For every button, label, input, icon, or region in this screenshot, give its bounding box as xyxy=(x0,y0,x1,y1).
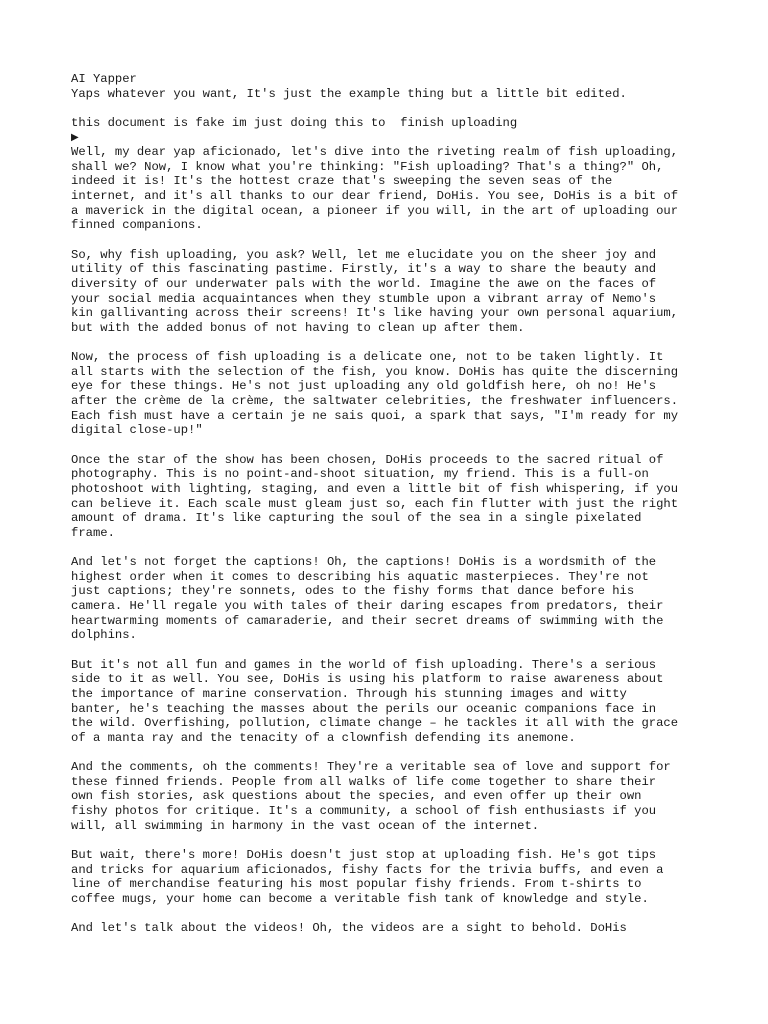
paragraph-line: Once the star of the show has been chosen, DoHis proceeds to the sacred ritual of xyxy=(71,452,664,467)
paragraph-line: photoshoot with lighting, staging, and even a little bit of fish whispering, if you xyxy=(71,481,679,496)
paragraph-line: camera. He'll regale you with tales of their daring escapes from predators, their xyxy=(71,599,664,614)
paragraph-line: photography. This is no point-and-shoot situation, my friend. This is a full-on xyxy=(71,467,649,482)
document-subtitle: Yaps whatever you want, It's just the example thing but a little bit edited. xyxy=(71,86,627,101)
paragraph-line: finned companions. xyxy=(71,218,203,233)
body-paragraph xyxy=(71,555,731,643)
paragraph-line: the wild. Overfishing, pollution, climate change – he tackles it all with the grace xyxy=(71,716,679,731)
paragraph-line: these finned friends. People from all walks of life come together to share their xyxy=(71,774,657,789)
paragraph-line: amount of drama. It's like capturing the soul of the sea in a single pixelated xyxy=(71,511,642,526)
body-paragraph xyxy=(71,760,731,833)
paragraph-line: line of merchandise featuring his most popular fishy friends. From t-shirts to xyxy=(71,877,642,892)
body-paragraph xyxy=(71,145,731,233)
document-page xyxy=(71,72,731,936)
paragraph-line: Now, the process of fish uploading is a delicate one, not to be taken lightly. It xyxy=(71,350,664,365)
paragraph-line: shall we? Now, I know what you're thinking: "Fish uploading? That's a thing?" Oh, xyxy=(71,159,664,174)
body-paragraph xyxy=(71,453,731,541)
paragraph-line: can believe it. Each scale must gleam just so, each fin flutter with just the right xyxy=(71,496,679,511)
paragraph-line: eye for these things. He's not just uploading any old goldfish here, oh no! He's xyxy=(71,379,657,394)
paragraph-line: internet, and it's all thanks to our dear friend, DoHis. You see, DoHis is a bit of xyxy=(71,189,679,204)
paragraph-line: Each fish must have a certain je ne sais quoi, a spark that says, "I'm ready for my xyxy=(71,408,679,423)
paragraph-line: So, why fish uploading, you ask? Well, let me elucidate you on the sheer joy and xyxy=(71,247,657,262)
body-paragraph xyxy=(71,658,731,746)
document-note: this document is fake im just doing this to finish uploading xyxy=(71,115,518,130)
paragraph-line: digital close-up!" xyxy=(71,423,203,438)
body-paragraph xyxy=(71,848,731,907)
paragraph-line: And let's not forget the captions! Oh, the captions! DoHis is a wordsmith of the xyxy=(71,555,657,570)
paragraph-line: coffee mugs, your home can become a veritable fish tank of knowledge and style. xyxy=(71,891,649,906)
document-title: AI Yapper xyxy=(71,72,137,86)
paragraph-line: but with the added bonus of not having to clean up after them. xyxy=(71,320,525,335)
paragraph-line: heartwarming moments of camaraderie, and their secret dreams of swimming with the xyxy=(71,613,664,628)
body-paragraph xyxy=(71,921,731,936)
paragraph-line: kin gallivanting across their screens! It's like having your own personal aquarium, xyxy=(71,306,679,321)
paragraph-line: dolphins. xyxy=(71,628,137,643)
paragraph-line: fishy photos for critique. It's a community, a school of fish enthusiasts if you xyxy=(71,804,657,819)
body-paragraph xyxy=(71,350,731,438)
paragraph-line: indeed it is! It's the hottest craze that's sweeping the seven seas of the xyxy=(71,174,613,189)
body-paragraph xyxy=(71,248,731,336)
paragraph-line: just captions; they're sonnets, odes to the fishy forms that dance before his xyxy=(71,584,635,599)
paragraph-line: diversity of our underwater pals with the world. Imagine the awe on the faces of xyxy=(71,276,657,291)
paragraph-line: Well, my dear yap aficionado, let's dive into the riveting realm of fish uploading, xyxy=(71,145,679,160)
paragraph-line: But it's not all fun and games in the world of fish uploading. There's a serious xyxy=(71,657,657,672)
paragraph-line: your social media acquaintances when they stumble upon a vibrant array of Nemo's xyxy=(71,291,657,306)
expand-triangle-icon[interactable]: ▶ xyxy=(71,131,79,143)
paragraph-line: will, all swimming in harmony in the vast ocean of the internet. xyxy=(71,818,540,833)
paragraph-line: own fish stories, ask questions about the species, and even offer up their own xyxy=(71,789,642,804)
spacer xyxy=(71,101,731,116)
paragraph-line: and tricks for aquarium aficionados, fishy facts for the trivia buffs, and even a xyxy=(71,862,664,877)
paragraph-line: all starts with the selection of the fish, you know. DoHis has quite the discerning xyxy=(71,364,679,379)
paragraph-line: of a manta ray and the tenacity of a clownfish defending its anemone. xyxy=(71,730,576,745)
paragraph-line: after the crème de la crème, the saltwater celebrities, the freshwater influencers. xyxy=(71,394,679,409)
paragraph-line: the importance of marine conservation. Through his stunning images and witty xyxy=(71,686,627,701)
paragraph-line: utility of this fascinating pastime. Firstly, it's a way to share the beauty and xyxy=(71,262,657,277)
paragraph-line: And let's talk about the videos! Oh, the videos are a sight to behold. DoHis xyxy=(71,921,627,936)
document-body xyxy=(71,145,731,936)
paragraph-line: But wait, there's more! DoHis doesn't just stop at uploading fish. He's got tips xyxy=(71,847,657,862)
paragraph-line: side to it as well. You see, DoHis is using his platform to raise awareness about xyxy=(71,672,664,687)
paragraph-line: highest order when it comes to describing his aquatic masterpieces. They're not xyxy=(71,569,649,584)
paragraph-line: a maverick in the digital ocean, a pioneer if you will, in the art of uploading our xyxy=(71,203,679,218)
paragraph-line: And the comments, oh the comments! They're a veritable sea of love and support for xyxy=(71,760,671,775)
paragraph-line: banter, he's teaching the masses about the perils our oceanic companions face in xyxy=(71,701,657,716)
paragraph-line: frame. xyxy=(71,525,115,540)
